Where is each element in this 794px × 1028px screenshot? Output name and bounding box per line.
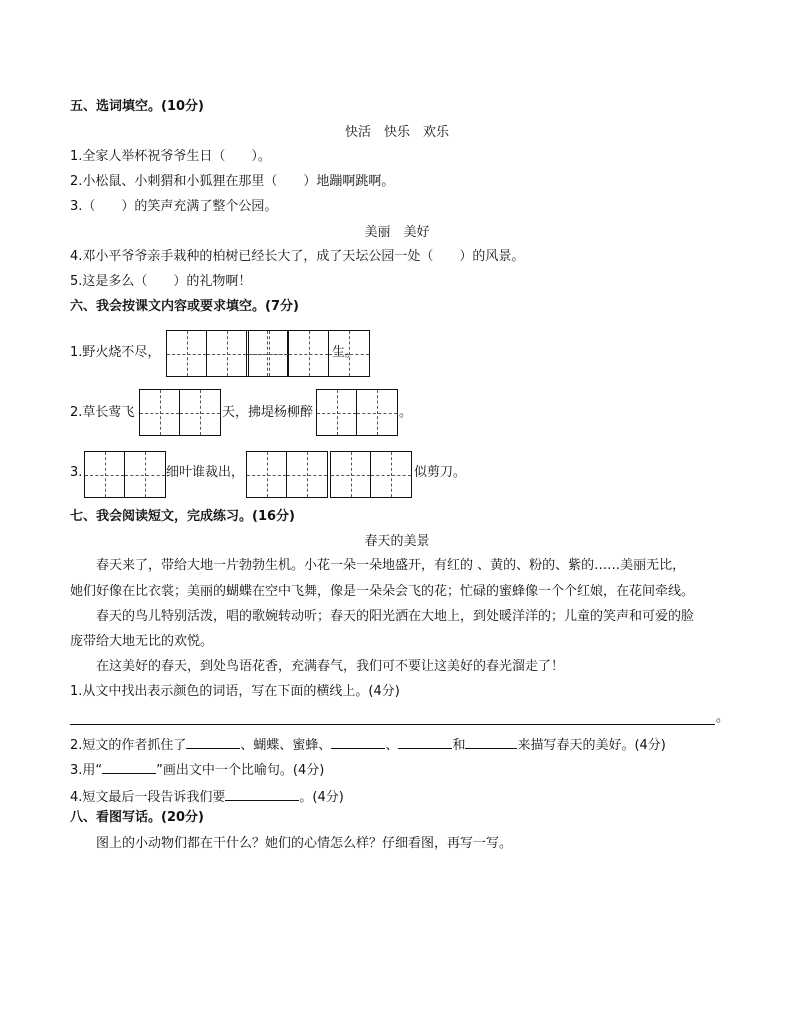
writing-box-group[interactable] xyxy=(330,451,412,498)
q6-1-suffix: 生。 xyxy=(332,345,359,360)
answer-blank[interactable] xyxy=(225,786,299,801)
question-5-3: 3.（ ）的笑声充满了整个公园。 xyxy=(70,199,278,214)
writing-prompt: 图上的小动物们都在干什么？她们的心情怎么样？仔细看图，再写一写。 xyxy=(96,836,513,851)
answer-blank[interactable] xyxy=(186,734,240,749)
answer-blank[interactable] xyxy=(331,734,385,749)
q6-2-suffix: 。 xyxy=(399,405,413,420)
answer-blank[interactable] xyxy=(465,734,517,749)
question-5-5: 5.这是多么（ ）的礼物啊！ xyxy=(70,274,252,289)
q6-1-prefix: 1.野火烧不尽， xyxy=(70,345,161,360)
section-5-heading: 五、选词填空。(10分) xyxy=(70,99,204,114)
writing-box-group[interactable] xyxy=(316,389,398,436)
section-8-heading: 八、看图写话。(20分) xyxy=(70,810,204,825)
answer-line-end: 。 xyxy=(716,710,730,725)
writing-box-group[interactable] xyxy=(246,451,328,498)
q6-3-middle: 细叶谁裁出， xyxy=(166,465,245,480)
question-5-4: 4.邓小平爷爷亲手栽种的柏树已经长大了，成了天坛公园一处（ ）的风景。 xyxy=(70,249,525,264)
section-6-heading: 六、我会按课文内容或要求填空。(7分) xyxy=(70,299,299,314)
passage-paragraph-2: 春天的鸟儿特别活泼，唱的歌婉转动听；春天的阳光洒在大地上，到处暖洋洋的；儿童的笑声和可爱的脸 xyxy=(96,609,695,624)
writing-box-group[interactable] xyxy=(84,451,166,498)
question-7-1: 1.从文中找出表示颜色的词语，写在下面的横线上。(4分) xyxy=(70,684,400,699)
answer-line[interactable] xyxy=(70,724,715,725)
q6-2-middle: 天，拂堤杨柳醉 xyxy=(222,405,314,420)
question-5-2: 2.小松鼠、小刺猬和小狐狸在那里（ ）地蹦啊跳啊。 xyxy=(70,174,395,189)
q6-2-prefix: 2.草长莺飞 xyxy=(70,405,135,420)
word-choices-2: 美丽 美好 xyxy=(364,225,430,240)
passage-paragraph-3: 在这美好的春天，到处鸟语花香，充满春气，我们可不要让这美好的春光溜走了！ xyxy=(96,659,565,674)
passage-paragraph-1-cont: 她们好像在比衣裳；美丽的蝴蝶在空中飞舞，像是一朵朵会飞的花；忙碌的蜜蜂像一个个红娘，在花间牵线。 xyxy=(70,584,695,599)
question-7-4: 4.短文最后一段告诉我们要 。(4分) xyxy=(70,786,344,807)
passage-paragraph-1: 春天来了，带给大地一片勃勃生机。小花一朵一朵地盛开，有红的 、黄的、粉的、紫的……美丽无比， xyxy=(96,558,686,573)
question-7-3: 3.用“ ”画出文中一个比喻句。(4分) xyxy=(70,759,324,780)
question-7-2: 2.短文的作者抓住了 、蝴蝶、蜜蜂、 、 和 来描写春天的美好。(4分) xyxy=(70,734,666,755)
q6-3-prefix: 3. xyxy=(70,465,83,480)
question-5-1: 1.全家人举杯祝爷爷生日（ ）。 xyxy=(70,149,271,164)
passage-paragraph-2-cont: 庞带给大地无比的欢悦。 xyxy=(70,634,214,649)
word-choices-1: 快活 快乐 欢乐 xyxy=(344,125,449,140)
q6-3-suffix: 似剪刀。 xyxy=(414,465,467,480)
answer-blank[interactable] xyxy=(102,759,156,774)
answer-blank[interactable] xyxy=(398,734,452,749)
passage-title: 春天的美景 xyxy=(364,534,430,549)
writing-box-group[interactable] xyxy=(139,389,221,436)
section-7-heading: 七、我会阅读短文，完成练习。(16分) xyxy=(70,509,295,524)
